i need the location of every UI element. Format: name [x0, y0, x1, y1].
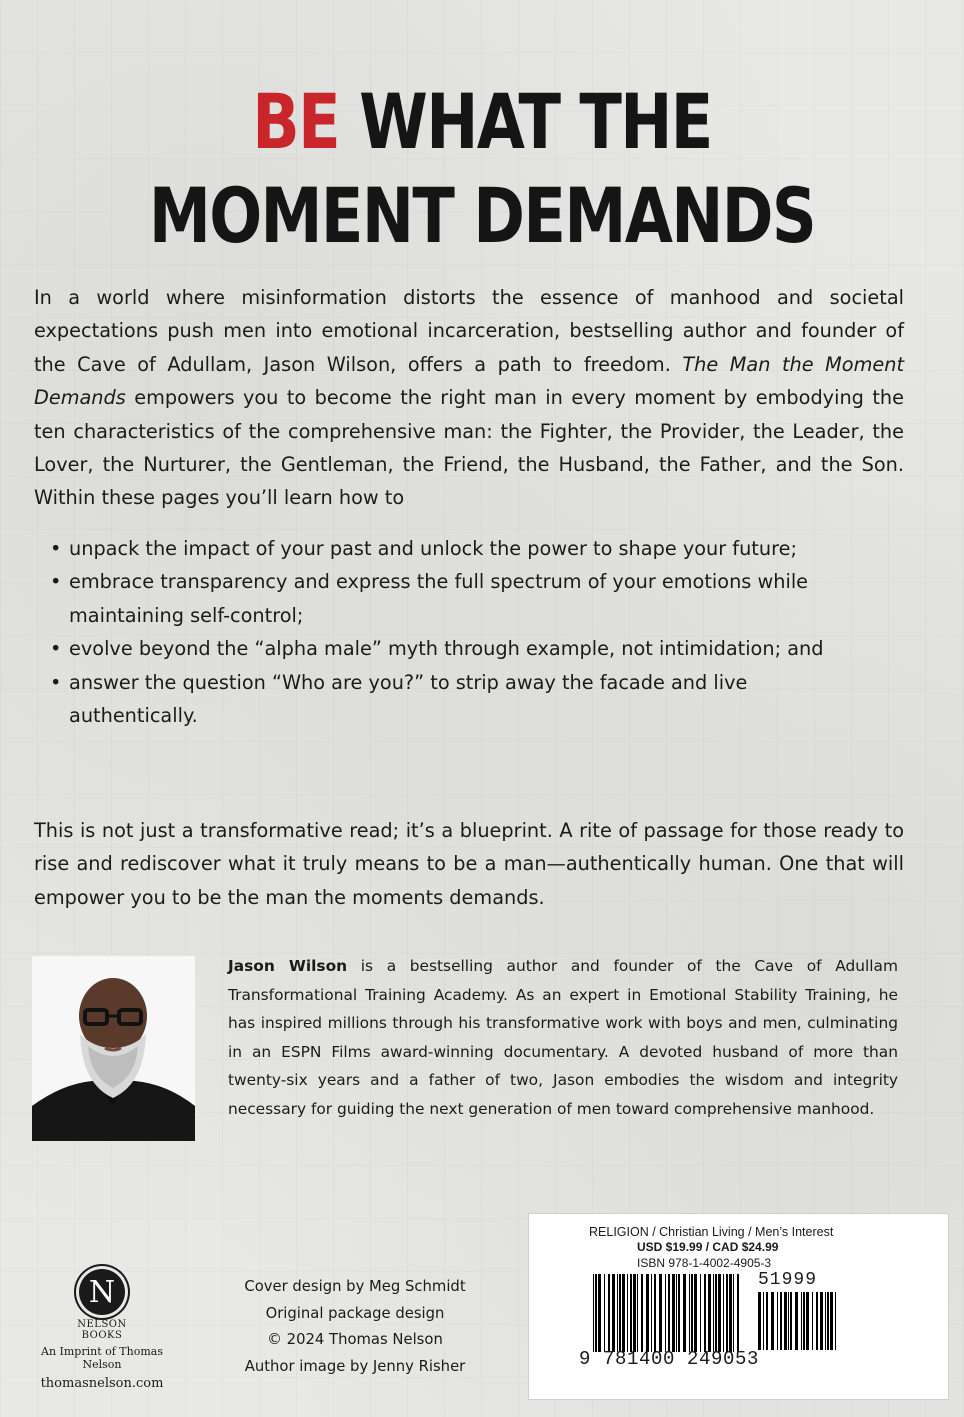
credit-line: © 2024 Thomas Nelson	[267, 1331, 443, 1348]
list-item: • unpack the impact of your past and unlock the power to shape your future;	[50, 532, 850, 565]
list-item: • answer the question “Who are you?” to strip away the facade and live authentically.	[50, 666, 850, 733]
book-title: The Man the Moment Demands	[34, 352, 904, 410]
headline-line-2: MOMENT DEMANDS	[148, 171, 816, 260]
intro-paragraph	[34, 281, 904, 515]
barcode-isbn: ISBN 978-1-4002-4905-3	[637, 1256, 772, 1270]
credit-line: Author image by Jenny Risher	[244, 1357, 466, 1375]
closing-paragraph: This is not just a transformative read; it’s a blueprint. A rite of passage for those ready to rise and rediscover what it truly means to be a man—authentically human. One that will empower you to be the man the moments demands.	[34, 819, 904, 909]
barcode-category: RELIGION / Christian Living / Men’s Interest	[589, 1225, 834, 1239]
publisher-name-line-1: NELSON	[77, 1319, 127, 1330]
barcode-price: USD $19.99 / CAD $24.99	[637, 1240, 779, 1254]
credit-line: Cover design by Meg Schmidt	[244, 1278, 466, 1295]
author-name: Jason Wilson	[228, 957, 348, 975]
credits-block	[225, 1274, 485, 1380]
list-item: • evolve beyond the “alpha male” myth through example, not intimidation; and	[50, 632, 850, 665]
barcode-digits: 9 781400 249053	[579, 1348, 760, 1370]
publisher-name-line-2: BOOKS	[81, 1330, 123, 1341]
barcode-supplement-number: 51999	[758, 1270, 818, 1290]
author-bio	[228, 952, 898, 1123]
intro-part-1: In a world where misinformation distorts the essence of manhood and societal expectations push men into emotional incarceration, bestselling author and founder of the Cave of Adullam, Jason Wilson, offers a path to freedom.	[34, 286, 904, 376]
barcode-bars-icon	[593, 1274, 743, 1352]
author-photo	[32, 956, 195, 1141]
headline	[87, 75, 877, 263]
author-portrait-icon	[32, 956, 195, 1141]
benefits-list	[50, 532, 850, 732]
headline-accent: BE	[252, 77, 340, 166]
barcode-supplement-bars-icon	[758, 1292, 842, 1350]
publisher-website: thomasnelson.com	[40, 1376, 164, 1391]
publisher-logo-block	[22, 1265, 182, 1391]
publisher-imprint: An Imprint of Thomas Nelson	[41, 1345, 163, 1371]
barcode-box	[528, 1213, 949, 1400]
list-item: • embrace transparency and express the full spectrum of your emotions while maintaining self-control;	[50, 565, 850, 632]
nelson-logo-icon: N	[79, 1269, 125, 1315]
author-bio-text: is a bestselling author and founder of the Cave of Adullam Transformational Training Academy. As an expert in Emotional Stability Training, he has inspired millions through his transformative work with boys and men, culminating in an ESPN Films award-winning documentary. A devoted husband of more than twenty-six years and a father of two, Jason embodies the wisdom and integrity necessary for guiding the next generation of men toward comprehensive manhood.	[228, 957, 898, 1118]
credit-line: Original package design	[265, 1304, 445, 1322]
intro-part-2: empowers you to become the right man in every moment by embodying the ten characteristics of the comprehensive man: the Fighter, the Provider, the Leader, the Lover, the Nurturer, the Gentleman, the Friend, the Husband, the Father, and the Son. Within these pages you’ll learn how to	[34, 386, 904, 510]
headline-line-1-rest: WHAT THE	[339, 77, 712, 166]
headline-line-1	[87, 75, 877, 169]
